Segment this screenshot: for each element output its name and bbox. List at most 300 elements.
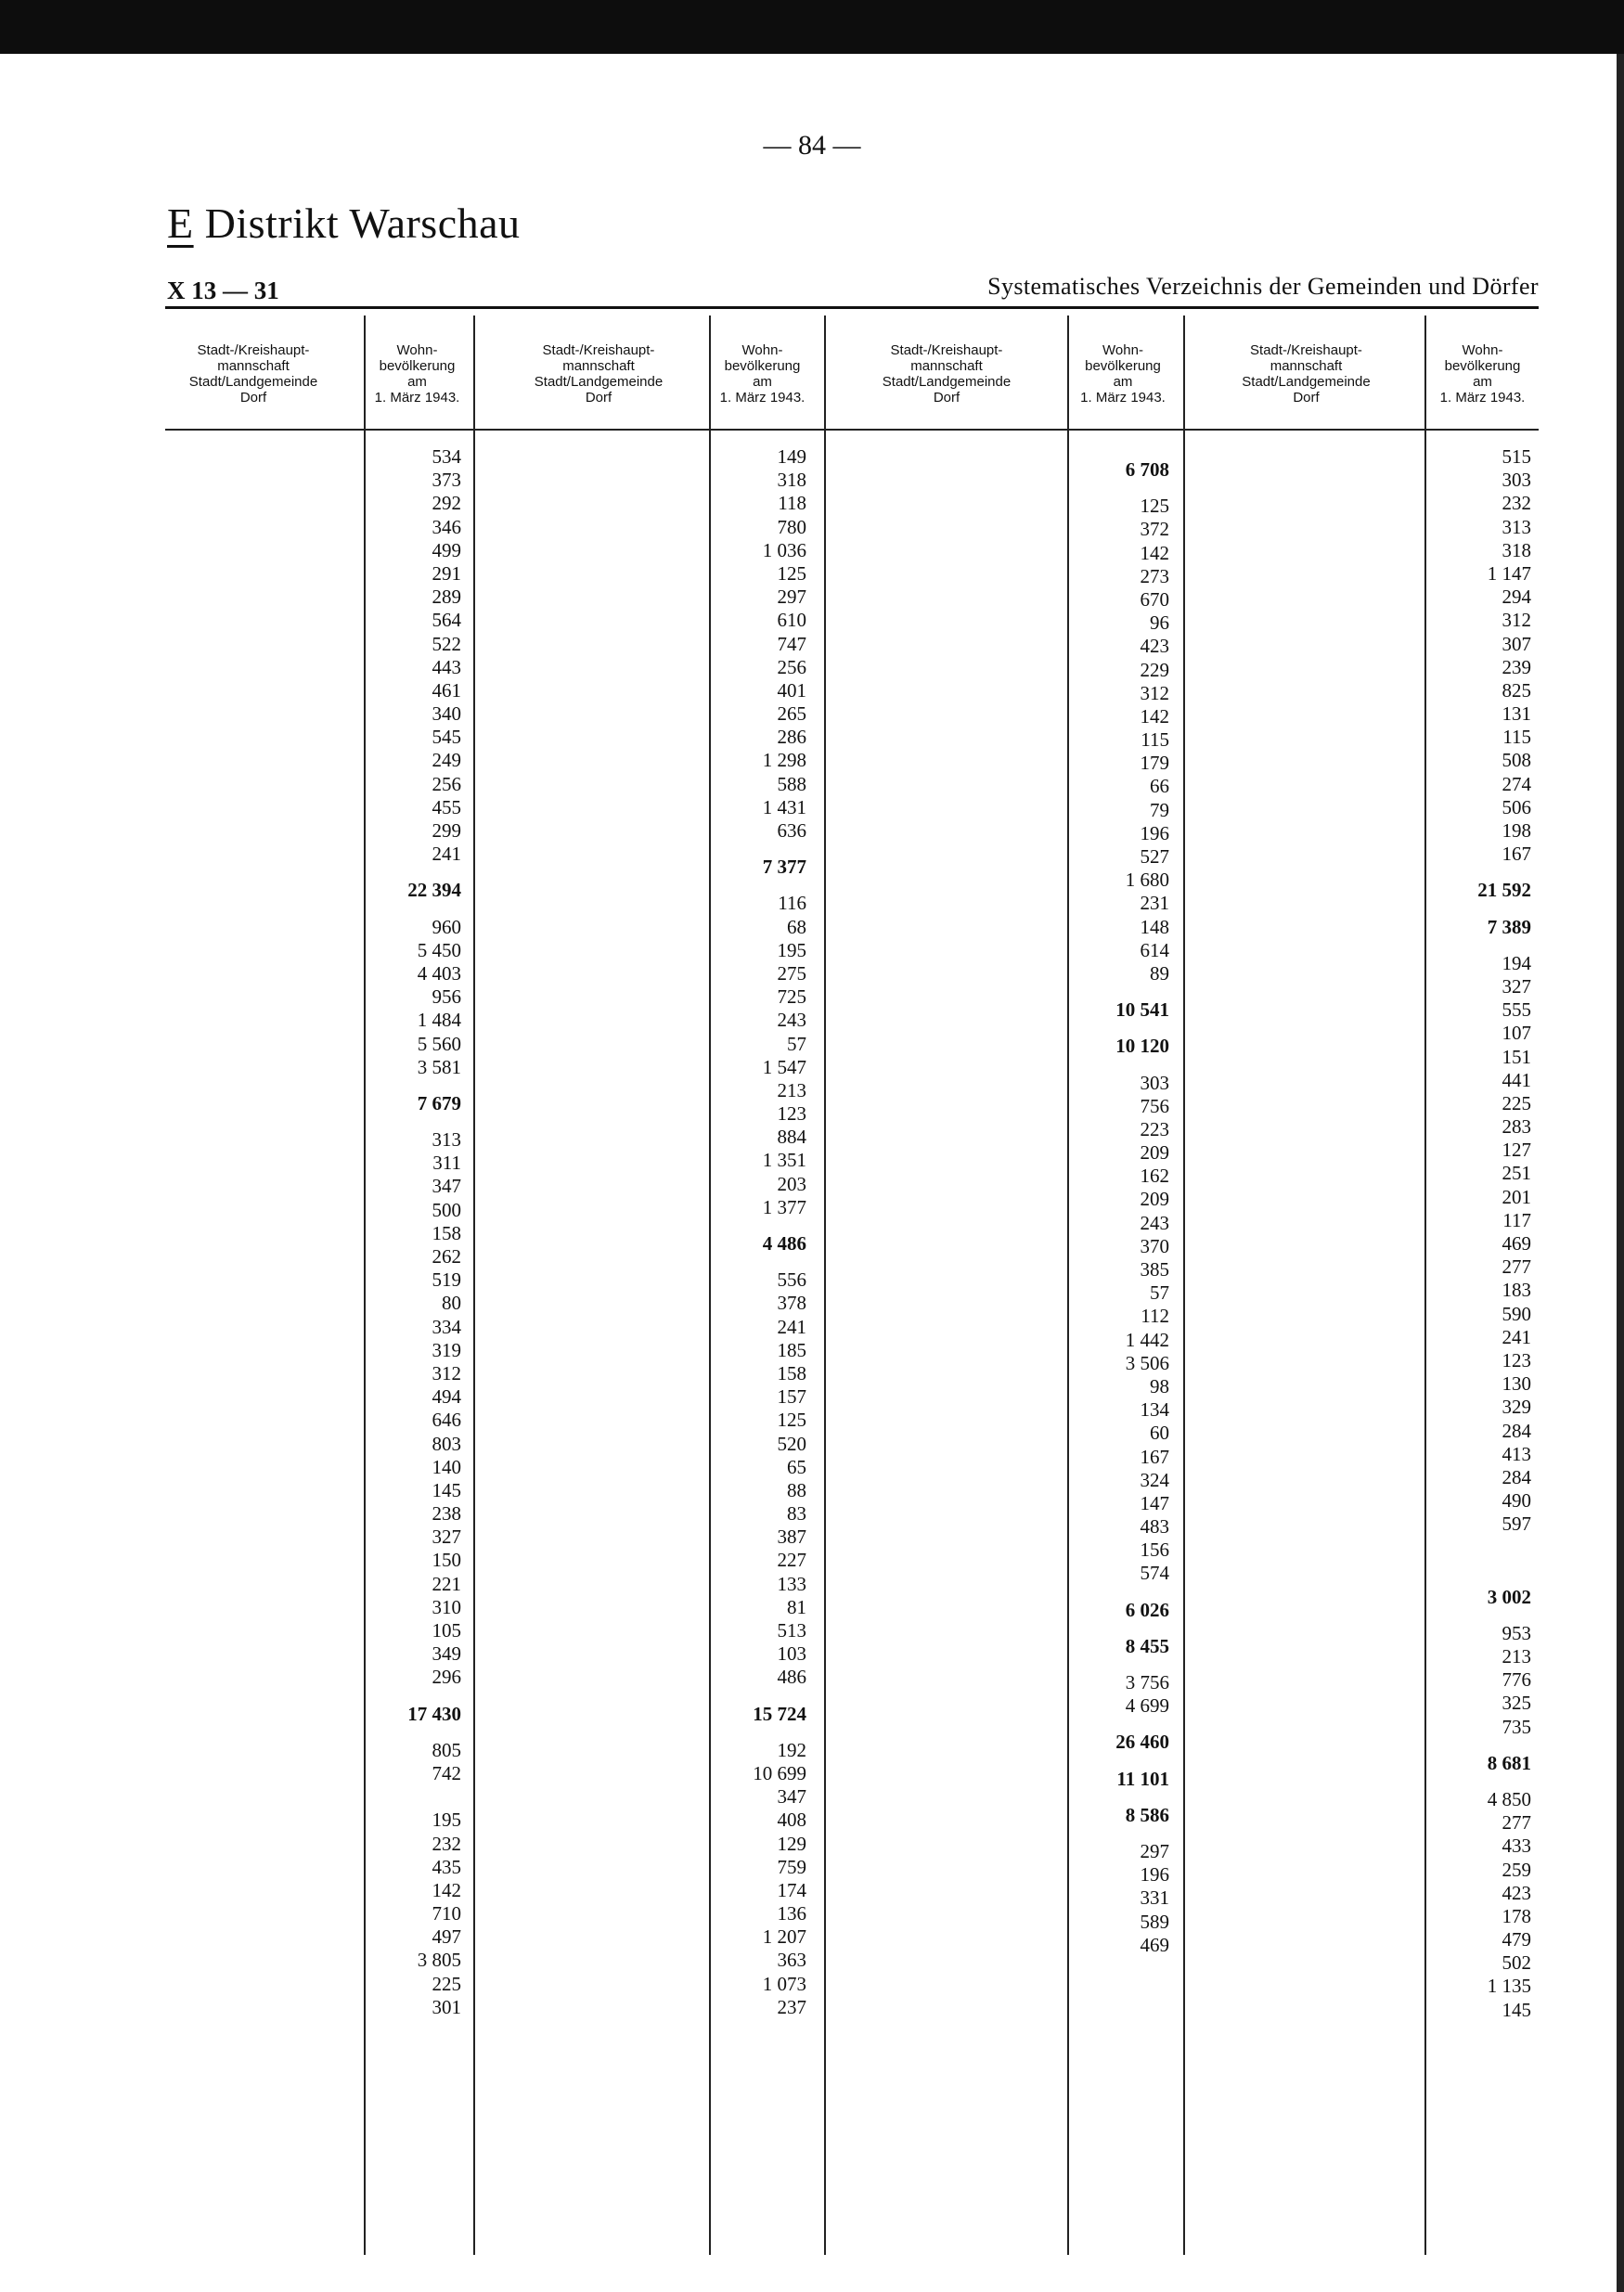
population-value: 194 (1497, 952, 1532, 975)
table-row (150, 1128, 461, 1152)
population-value: 1 442 (1120, 1329, 1169, 1352)
population-value: 145 (427, 1479, 462, 1502)
table-row (844, 1235, 1169, 1258)
population-value: 142 (427, 1879, 462, 1902)
table-row (1196, 445, 1531, 469)
table-row (496, 445, 806, 469)
population-value: 209 (1135, 1141, 1170, 1165)
population-value: 3 805 (412, 1949, 461, 1972)
population-value: 149 (772, 445, 807, 469)
population-value: 89 (1144, 962, 1169, 985)
population-value: 327 (1497, 975, 1532, 998)
population-value: 294 (1497, 586, 1532, 609)
table-row (496, 726, 806, 749)
population-value: 195 (772, 939, 807, 962)
population-value: 256 (427, 773, 462, 796)
population-value: 6 708 (1120, 458, 1169, 482)
population-value: 273 (1135, 565, 1170, 588)
table-row (1196, 1326, 1531, 1349)
population-value: 331 (1135, 1886, 1170, 1910)
population-value: 7 389 (1482, 916, 1531, 939)
table-row (150, 1433, 461, 1456)
population-value: 1 377 (757, 1196, 806, 1219)
table-row (496, 773, 806, 796)
table-row (844, 1422, 1169, 1445)
population-value: 98 (1144, 1375, 1169, 1398)
population-value: 66 (1144, 775, 1169, 798)
population-value: 275 (772, 962, 807, 985)
table-row (150, 1245, 461, 1268)
table-row (844, 1375, 1169, 1398)
population-value: 513 (772, 1619, 807, 1642)
population-value: 433 (1497, 1835, 1532, 1858)
table-row (844, 635, 1169, 658)
population-value: 289 (427, 586, 462, 609)
population-value: 162 (1135, 1165, 1170, 1188)
population-value: 10 699 (747, 1762, 806, 1785)
population-value: 178 (1497, 1905, 1532, 1928)
table-row (1196, 1255, 1531, 1279)
population-value: 4 403 (412, 962, 461, 985)
table-row (496, 679, 806, 702)
population-value: 589 (1135, 1911, 1170, 1934)
table-row (844, 659, 1169, 682)
table-row (1196, 1186, 1531, 1209)
population-value: 243 (1135, 1212, 1170, 1235)
table-row (150, 916, 461, 939)
district-row (844, 1599, 1169, 1622)
table-row (1196, 1692, 1531, 1715)
population-value: 103 (772, 1642, 807, 1666)
table-row (496, 1762, 806, 1785)
table-row (1196, 1396, 1531, 1419)
column-group-3 (844, 445, 1169, 1957)
table-row (1196, 1115, 1531, 1139)
table-row (150, 1152, 461, 1175)
table-row (1196, 1022, 1531, 1045)
table-row (1196, 1069, 1531, 1092)
table-row (150, 1596, 461, 1619)
table-row (150, 1456, 461, 1479)
table-row (496, 656, 806, 679)
section-code: X 13 — 31 (167, 277, 279, 304)
table-row (844, 1118, 1169, 1141)
population-value: 79 (1144, 799, 1169, 822)
district-row (496, 856, 806, 879)
population-value: 249 (427, 749, 462, 772)
population-value: 277 (1497, 1811, 1532, 1835)
table-row (496, 1339, 806, 1362)
population-value: 349 (427, 1642, 462, 1666)
table-row (150, 1642, 461, 1666)
table-row (150, 1785, 461, 1809)
population-value: 588 (772, 773, 807, 796)
table-row (1196, 1209, 1531, 1232)
population-value: 520 (772, 1433, 807, 1456)
population-value: 401 (772, 679, 807, 702)
table-row (496, 1596, 806, 1619)
population-value: 10 120 (1110, 1035, 1169, 1058)
table-row (496, 1479, 806, 1502)
table-row (496, 819, 806, 843)
population-value: 378 (772, 1292, 807, 1315)
population-value: 636 (772, 819, 807, 843)
population-value: 22 394 (402, 879, 461, 902)
population-value: 494 (427, 1385, 462, 1409)
table-row (1196, 1645, 1531, 1668)
population-value: 311 (427, 1152, 461, 1175)
table-row (844, 892, 1169, 915)
table-row (496, 1079, 806, 1102)
population-value: 88 (781, 1479, 806, 1502)
district-row (844, 1804, 1169, 1827)
table-row (1196, 633, 1531, 656)
header-bottom-rule (165, 429, 1539, 431)
table-row (496, 562, 806, 586)
table-row (150, 1502, 461, 1526)
population-value: 213 (772, 1079, 807, 1102)
population-value: 519 (427, 1268, 462, 1292)
population-value: 142 (1135, 542, 1170, 565)
district-row (1196, 916, 1531, 939)
table-row (1196, 1835, 1531, 1858)
table-row (1196, 1232, 1531, 1255)
population-value: 167 (1135, 1446, 1170, 1469)
title-text: Distrikt Warschau (193, 200, 521, 247)
population-value: 590 (1497, 1303, 1532, 1326)
population-value: 1 147 (1482, 562, 1531, 586)
table-row (844, 1095, 1169, 1118)
table-row (150, 819, 461, 843)
population-value: 455 (427, 796, 462, 819)
population-value: 125 (1135, 495, 1170, 518)
population-value: 277 (1497, 1255, 1532, 1279)
table-row (1196, 998, 1531, 1022)
population-value: 347 (772, 1785, 807, 1809)
population-value: 1 298 (757, 749, 806, 772)
population-value: 192 (772, 1739, 807, 1762)
column-divider (364, 315, 366, 2255)
population-value: 274 (1497, 773, 1532, 796)
population-value: 221 (427, 1573, 462, 1596)
table-row (496, 1009, 806, 1032)
population-value: 17 430 (402, 1703, 461, 1726)
population-value: 125 (772, 1409, 807, 1432)
population-value: 325 (1497, 1692, 1532, 1715)
district-row (1196, 1549, 1531, 1572)
table-row (496, 516, 806, 539)
table-row (1196, 796, 1531, 819)
table-row (844, 518, 1169, 541)
table-row (1196, 1788, 1531, 1811)
district-row (150, 879, 461, 902)
table-row (844, 962, 1169, 985)
table-row (150, 1199, 461, 1222)
population-value: 408 (772, 1809, 807, 1832)
population-value: 112 (1135, 1305, 1169, 1328)
table-row (496, 962, 806, 985)
table-row (1196, 1975, 1531, 1998)
population-value: 81 (781, 1596, 806, 1619)
population-value: 435 (427, 1856, 462, 1879)
table-row (1196, 952, 1531, 975)
table-row (150, 1902, 461, 1925)
population-value: 179 (1135, 752, 1170, 775)
population-value: 297 (772, 586, 807, 609)
population-value: 8 586 (1120, 1804, 1169, 1827)
table-row (150, 1879, 461, 1902)
population-value: 486 (772, 1666, 807, 1689)
population-value: 319 (427, 1339, 462, 1362)
table-row (150, 1925, 461, 1949)
table-row (1196, 1046, 1531, 1069)
population-value: 8 681 (1482, 1752, 1531, 1775)
population-value: 156 (1135, 1539, 1170, 1562)
table-row (844, 869, 1169, 892)
scan-top-border (0, 0, 1624, 54)
population-value: 3 756 (1120, 1671, 1169, 1694)
table-row (150, 1949, 461, 1972)
population-value: 140 (427, 1456, 462, 1479)
population-value: 500 (427, 1199, 462, 1222)
population-value: 125 (772, 562, 807, 586)
table-row (496, 1809, 806, 1832)
population-value: 107 (1497, 1022, 1532, 1045)
population-value: 231 (1135, 892, 1170, 915)
population-value: 3 581 (412, 1056, 461, 1079)
population-value: 196 (1135, 1863, 1170, 1886)
column-divider (1424, 315, 1426, 2255)
population-value: 118 (772, 492, 806, 515)
population-value: 303 (1497, 469, 1532, 492)
column-divider (1183, 315, 1185, 2255)
table-row (150, 1056, 461, 1079)
table-row (496, 1739, 806, 1762)
table-row (844, 822, 1169, 845)
table-row (1196, 1999, 1531, 2022)
population-value: 825 (1497, 679, 1532, 702)
population-value: 147 (1135, 1492, 1170, 1515)
table-row (844, 588, 1169, 612)
population-value: 96 (1144, 612, 1169, 635)
population-value: 296 (427, 1666, 462, 1689)
table-row (496, 1149, 806, 1172)
table-row (150, 1222, 461, 1245)
population-value: 148 (1135, 916, 1170, 939)
table-row (844, 1886, 1169, 1910)
header-pop-col-2: Wohn- bevölkerung am 1. März 1943. (719, 341, 806, 406)
table-row (496, 1925, 806, 1949)
table-row (1196, 609, 1531, 632)
table-row (150, 1339, 461, 1362)
population-value: 10 541 (1110, 998, 1169, 1022)
table-row (150, 1856, 461, 1879)
table-row (150, 1316, 461, 1339)
population-value: 545 (427, 726, 462, 749)
population-value: 329 (1497, 1396, 1532, 1419)
column-group-1 (150, 445, 461, 2019)
table-row (496, 539, 806, 562)
table-row (150, 749, 461, 772)
population-value: 385 (1135, 1258, 1170, 1281)
population-value: 57 (781, 1033, 806, 1056)
population-value: 1 135 (1482, 1975, 1531, 1998)
table-row (1196, 656, 1531, 679)
district-row (844, 458, 1169, 482)
table-row (150, 1268, 461, 1292)
population-value: 238 (427, 1502, 462, 1526)
population-value: 506 (1497, 796, 1532, 819)
population-value: 670 (1135, 588, 1170, 612)
table-row (1196, 1420, 1531, 1443)
population-value: 284 (1497, 1420, 1532, 1443)
column-divider (473, 315, 475, 2255)
table-row (1196, 539, 1531, 562)
population-value: 227 (772, 1549, 807, 1572)
population-value: 5 560 (412, 1033, 461, 1056)
table-row (496, 939, 806, 962)
table-row (844, 1165, 1169, 1188)
population-value: 7 377 (757, 856, 806, 879)
table-row (150, 1809, 461, 1832)
table-row (1196, 1859, 1531, 1882)
table-row (496, 1785, 806, 1809)
table-row (496, 1316, 806, 1339)
population-value: 1 484 (412, 1009, 461, 1032)
population-value: 327 (427, 1526, 462, 1549)
table-row (496, 1433, 806, 1456)
table-row (496, 469, 806, 492)
header-pop-col-1: Wohn- bevölkerung am 1. März 1943. (374, 341, 460, 406)
population-value: 479 (1497, 1928, 1532, 1951)
population-value: 286 (772, 726, 807, 749)
table-row (844, 1446, 1169, 1469)
table-row (1196, 1372, 1531, 1396)
table-row (496, 633, 806, 656)
table-row (150, 773, 461, 796)
header-name-col-1: Stadt-/Kreishaupt- mannschaft Stadt/Landgemeinde Dorf (188, 341, 318, 406)
table-row (496, 1456, 806, 1479)
table-row (496, 1173, 806, 1196)
population-value: 469 (1135, 1934, 1170, 1957)
population-value: 6 026 (1120, 1599, 1169, 1622)
header-pop-col-3: Wohn- bevölkerung am 1. März 1943. (1080, 341, 1166, 406)
column-divider (824, 315, 826, 2255)
population-value: 312 (1135, 682, 1170, 705)
population-value: 134 (1135, 1398, 1170, 1422)
table-row (1196, 726, 1531, 749)
population-value: 556 (772, 1268, 807, 1292)
population-value: 508 (1497, 749, 1532, 772)
population-value: 284 (1497, 1466, 1532, 1489)
population-value: 116 (772, 892, 806, 915)
table-row (150, 1996, 461, 2019)
table-row (150, 1549, 461, 1572)
header-name-col-4: Stadt-/Kreishaupt- mannschaft Stadt/Landgemeinde Dorf (1242, 341, 1371, 406)
population-value: 291 (427, 562, 462, 586)
table-row (844, 1072, 1169, 1095)
table-row (496, 702, 806, 726)
population-value: 68 (781, 916, 806, 939)
table-row (150, 1385, 461, 1409)
population-value: 805 (427, 1739, 462, 1762)
population-value: 183 (1497, 1279, 1532, 1302)
population-value: 203 (772, 1173, 807, 1196)
population-value: 243 (772, 1009, 807, 1032)
population-value: 150 (427, 1549, 462, 1572)
table-row (150, 1973, 461, 1996)
table-row (844, 1562, 1169, 1585)
population-value: 57 (1144, 1281, 1169, 1305)
table-row (496, 586, 806, 609)
table-row (496, 985, 806, 1009)
table-row (844, 612, 1169, 635)
population-value: 133 (772, 1573, 807, 1596)
header-rule (165, 306, 1539, 309)
population-value: 241 (772, 1316, 807, 1339)
population-value: 117 (1497, 1209, 1531, 1232)
table-row (1196, 1489, 1531, 1513)
table-row (150, 609, 461, 632)
population-value: 303 (1135, 1072, 1170, 1095)
population-value: 185 (772, 1339, 807, 1362)
population-value: 232 (427, 1833, 462, 1856)
scan-right-edge (1617, 54, 1624, 2292)
population-value: 241 (427, 843, 462, 866)
population-value: 564 (427, 609, 462, 632)
population-value: 334 (427, 1316, 462, 1339)
table-row (1196, 1139, 1531, 1162)
population-value: 555 (1497, 998, 1532, 1022)
population-value: 3 506 (1120, 1352, 1169, 1375)
population-value: 8 455 (1120, 1635, 1169, 1658)
population-value: 312 (1497, 609, 1532, 632)
population-value: 4 486 (757, 1232, 806, 1255)
table-row (844, 1398, 1169, 1422)
table-row (844, 495, 1169, 518)
table-row (150, 1033, 461, 1056)
population-value: 534 (427, 445, 462, 469)
table-row (496, 916, 806, 939)
population-value: 956 (427, 985, 462, 1009)
table-row (1196, 1162, 1531, 1185)
population-value: 497 (427, 1925, 462, 1949)
table-row (844, 1329, 1169, 1352)
table-row (496, 1619, 806, 1642)
column-group-4 (1196, 445, 1531, 2022)
table-row (1196, 773, 1531, 796)
population-value: 225 (427, 1973, 462, 1996)
population-value: 237 (772, 1996, 807, 2019)
table-row (150, 633, 461, 656)
table-row (150, 1175, 461, 1198)
table-row (150, 1762, 461, 1785)
table-row (1196, 1092, 1531, 1115)
table-row (496, 1102, 806, 1126)
population-value: 259 (1497, 1859, 1532, 1882)
table-row (150, 1409, 461, 1432)
table-row (844, 682, 1169, 705)
population-value: 83 (781, 1502, 806, 1526)
population-value: 310 (427, 1596, 462, 1619)
table-row (496, 1642, 806, 1666)
table-row (844, 845, 1169, 869)
population-value: 725 (772, 985, 807, 1009)
population-value: 776 (1497, 1668, 1532, 1692)
population-value: 223 (1135, 1118, 1170, 1141)
population-value: 527 (1135, 845, 1170, 869)
table-row (1196, 702, 1531, 726)
